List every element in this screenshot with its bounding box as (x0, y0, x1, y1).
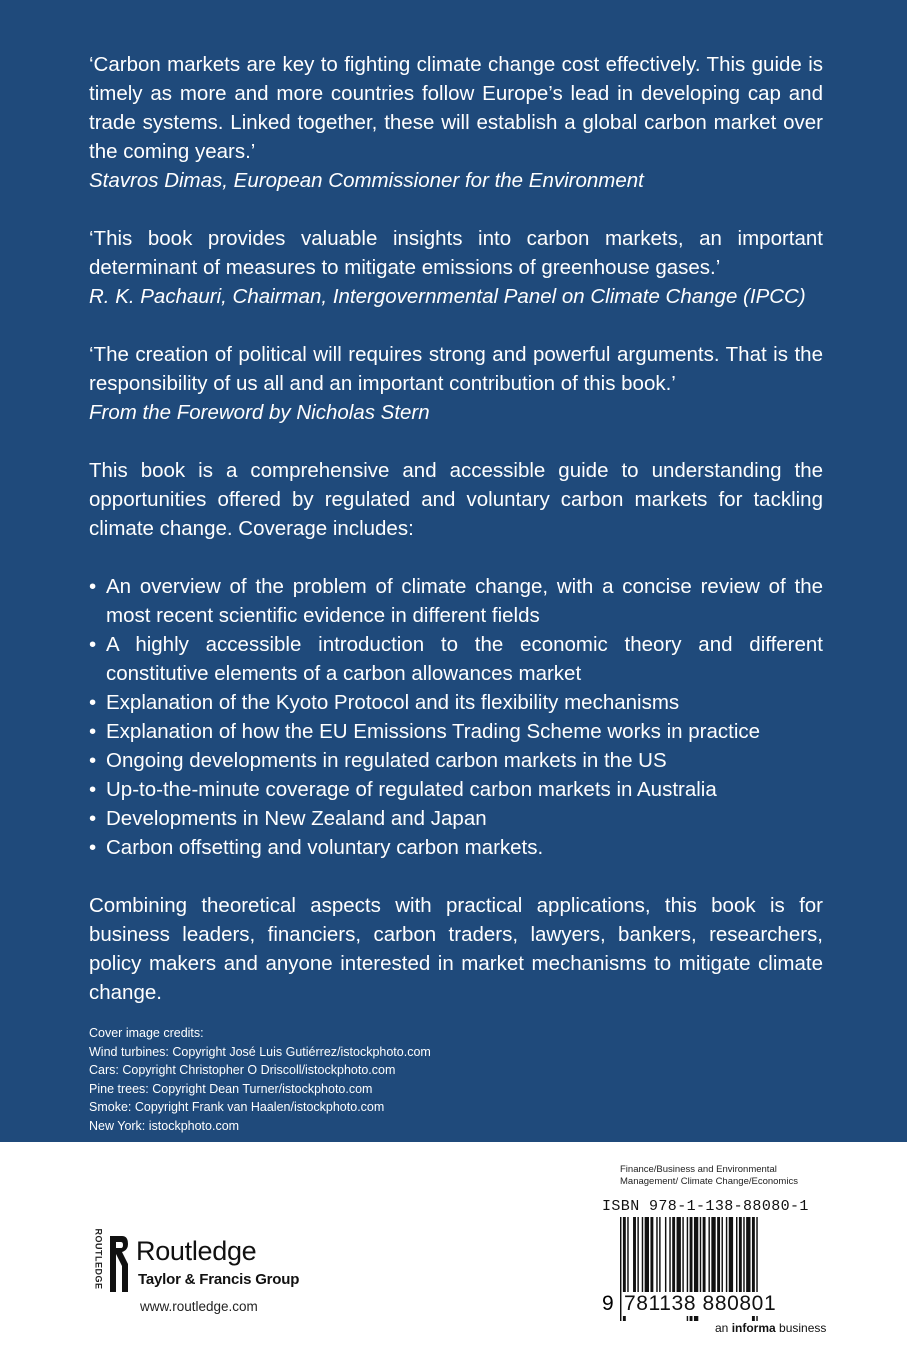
barcode-first-digit: 9 (602, 1292, 614, 1315)
credit-line: Wind turbines: Copyright José Luis Gutiérrez/istockphoto.com (89, 1044, 431, 1059)
list-item-text: Explanation of the Kyoto Protocol and its flexibility mechanisms (106, 691, 680, 714)
quote-stern (89, 340, 823, 427)
list-item (89, 688, 823, 717)
bullet-icon: • (89, 720, 97, 743)
bullet-icon: • (89, 749, 97, 772)
credit-line: Smoke: Copyright Frank van Haalen/istockphoto.com (89, 1100, 385, 1114)
routledge-logo (86, 1228, 346, 1304)
coverage-list (89, 572, 823, 862)
list-item (89, 572, 823, 630)
list-item-text: Explanation of how the EU Emissions Trading Scheme works in practice (106, 720, 761, 743)
list-item (89, 775, 823, 804)
quote-pachauri (89, 224, 823, 311)
barcode-digits-text: 781138 880801 (624, 1292, 777, 1315)
quote-attribution: From the Foreword by Nicholas Stern (89, 401, 430, 424)
quote-attribution: Stavros Dimas, European Commissioner for the Environment (89, 169, 644, 192)
audience-paragraph: Combining theoretical aspects with practical applications, this book is for business leaders, financiers, carbon traders, lawyers, bankers, researchers, policy makers and anyone interested in market mechanisms to mitigate climate change. (89, 894, 823, 1004)
barcode-digits (622, 1292, 778, 1316)
logo-vertical-wordmark (86, 1228, 104, 1292)
bullet-icon: • (89, 807, 97, 830)
book-description: This book is a comprehensive and accessible guide to understanding the opportunities offered by regulated and voluntary carbon markets for tackling climate change. Coverage includes: (89, 459, 823, 540)
list-item-text: Carbon offsetting and voluntary carbon markets. (106, 836, 544, 859)
list-item (89, 717, 823, 746)
image-credits (89, 1024, 823, 1135)
list-item-text: An overview of the problem of climate change, with a concise review of the most recent scientific evidence in different fields (106, 575, 823, 627)
publisher-strip (0, 1142, 907, 1360)
quote-dimas (89, 50, 823, 195)
publisher-website[interactable]: www.routledge.com (140, 1299, 258, 1314)
bullet-icon: • (89, 691, 97, 714)
credits-heading: Cover image credits: (89, 1026, 204, 1040)
list-item-text: Developments in New Zealand and Japan (106, 807, 487, 830)
informa-tagline (715, 1321, 826, 1335)
list-item (89, 833, 823, 862)
list-item-text: Ongoing developments in regulated carbon markets in the US (106, 749, 667, 772)
publisher-name: Routledge (136, 1236, 257, 1266)
cover-text (89, 50, 823, 1135)
publisher-group: Taylor & Francis Group (138, 1271, 300, 1288)
credit-line: New York: istockphoto.com (89, 1118, 240, 1133)
quote-text: ‘The creation of political will requires strong and powerful arguments. That is the responsibility of us all and an important contribution of this book.’ (89, 343, 823, 395)
quote-attribution: R. K. Pachauri, Chairman, Intergovernmental Panel on Climate Change (IPCC) (89, 285, 806, 308)
isbn-label: ISBN 978-1-138-88080-1 (602, 1198, 809, 1215)
informa-suffix: business (775, 1321, 827, 1335)
informa-brand: informa (731, 1321, 776, 1335)
list-item-text: Up-to-the-minute coverage of regulated carbon markets in Australia (106, 778, 717, 801)
list-item (89, 630, 823, 688)
quote-text: ‘This book provides valuable insights into carbon markets, an important determinant of measures to mitigate emissions of greenhouse gases.’ (89, 227, 823, 279)
informa-prefix: an (715, 1321, 732, 1335)
credit-line: Pine trees: Copyright Dean Turner/istockphoto.com (89, 1081, 373, 1096)
quote-text: ‘Carbon markets are key to fighting climate change cost effectively. This guide is timely as more and more countries follow Europe’s lead in developing cap and trade systems. Linked together, these will establish a global carbon market over the coming years.’ (89, 53, 823, 163)
credit-line: Cars: Copyright Christopher O Driscoll/istockphoto.com (89, 1063, 396, 1077)
subject-category: Finance/Business and Environmental Management/ Climate Change/Economics (620, 1164, 798, 1187)
logo-vertical-text: ROUTLEDGE (93, 1228, 104, 1290)
list-item (89, 746, 823, 775)
list-item (89, 804, 823, 833)
bullet-icon: • (89, 836, 97, 859)
bullet-icon: • (89, 633, 97, 656)
routledge-mark-icon (108, 1234, 130, 1294)
bullet-icon: • (89, 778, 97, 801)
bullet-icon: • (89, 575, 97, 598)
list-item-text: A highly accessible introduction to the economic theory and different constitutive elements of a carbon allowances market (106, 633, 823, 685)
